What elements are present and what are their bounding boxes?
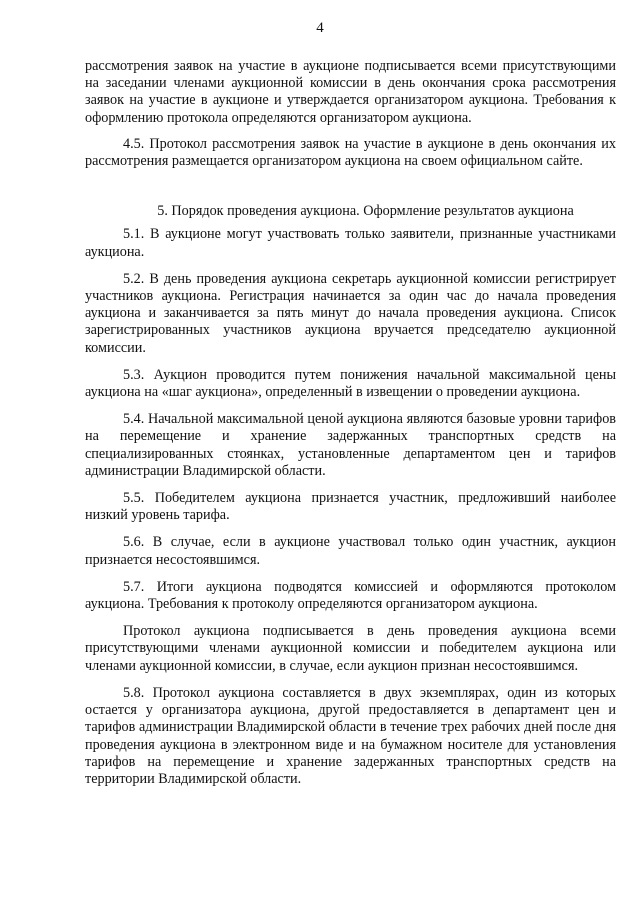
page-number: 4 [316, 20, 324, 36]
paragraph-5-2: 5.2. В день проведения аукциона секретарь аукционной комиссии регистрирует участников аукциона. Регистрация начинается за один час до начала проведения аукциона и заканчивается за пять минут до начала проведения аукциона. Список зарегистрированных участников аукциона вручается председателю аукционной комиссии. [85, 270, 616, 356]
document-body [85, 58, 616, 788]
paragraph-5-7: 5.7. Итоги аукциона подводятся комиссией и оформляются протоколом аукциона. Требования к протоколу определяются организатором аукциона. [85, 578, 616, 613]
paragraph-5-8: 5.8. Протокол аукциона составляется в двух экземплярах, один из которых остается у организатора аукциона, другой предоставляется в департамент цен и тарифов администрации Владимирской области в течение трех рабочих дней после дня проведения аукциона в электронном виде и на бумажном носителе для установления тарифов на перемещение и хранение задержанных транспортных средств на территории Владимирской области. [85, 684, 616, 787]
paragraph-5-3: 5.3. Аукцион проводится путем понижения начальной максимальной цены аукциона на «шаг аукциона», определенный в извещении о проведении аукциона. [85, 366, 616, 401]
paragraph-5-6: 5.6. В случае, если в аукционе участвовал только один участник, аукцион признается несостоявшимся. [85, 534, 616, 568]
paragraph-protocol-signature: Протокол аукциона подписывается в день проведения аукциона всеми присутствующими членами аукционной комиссии и победителем аукциона или членами аукционной комиссии, в случае, если аукцион признан несостоявшимся. [85, 623, 616, 674]
paragraph-4-5: 4.5. Протокол рассмотрения заявок на участие в аукционе в день окончания их рассмотрения размещается организатором аукциона на своем официальном сайте. [85, 135, 616, 170]
paragraph-5-5: 5.5. Победителем аукциона признается участник, предложивший наиболее низкий уровень тарифа. [85, 490, 616, 524]
paragraph-protocol-signing: рассмотрения заявок на участие в аукционе подписывается всеми присутствующими на заседании членами аукционной комиссии в день окончания срока рассмотрения заявок на участие в аукционе и утверждается организатором аукциона. Требования к оформлению протокола определяются организатором аукциона. [85, 58, 616, 126]
paragraph-5-1: 5.1. В аукционе могут участвовать только заявители, признанные участниками аукциона. [85, 226, 616, 260]
paragraph-5-4: 5.4. Начальной максимальной ценой аукциона являются базовые уровни тарифов на перемещение и хранение задержанных транспортных средств на специализированных стоянках, установленные департаментом цен и тарифов администрации Владимирской области. [85, 411, 616, 479]
section-title: 5. Порядок проведения аукциона. Оформление результатов аукциона [157, 203, 574, 220]
